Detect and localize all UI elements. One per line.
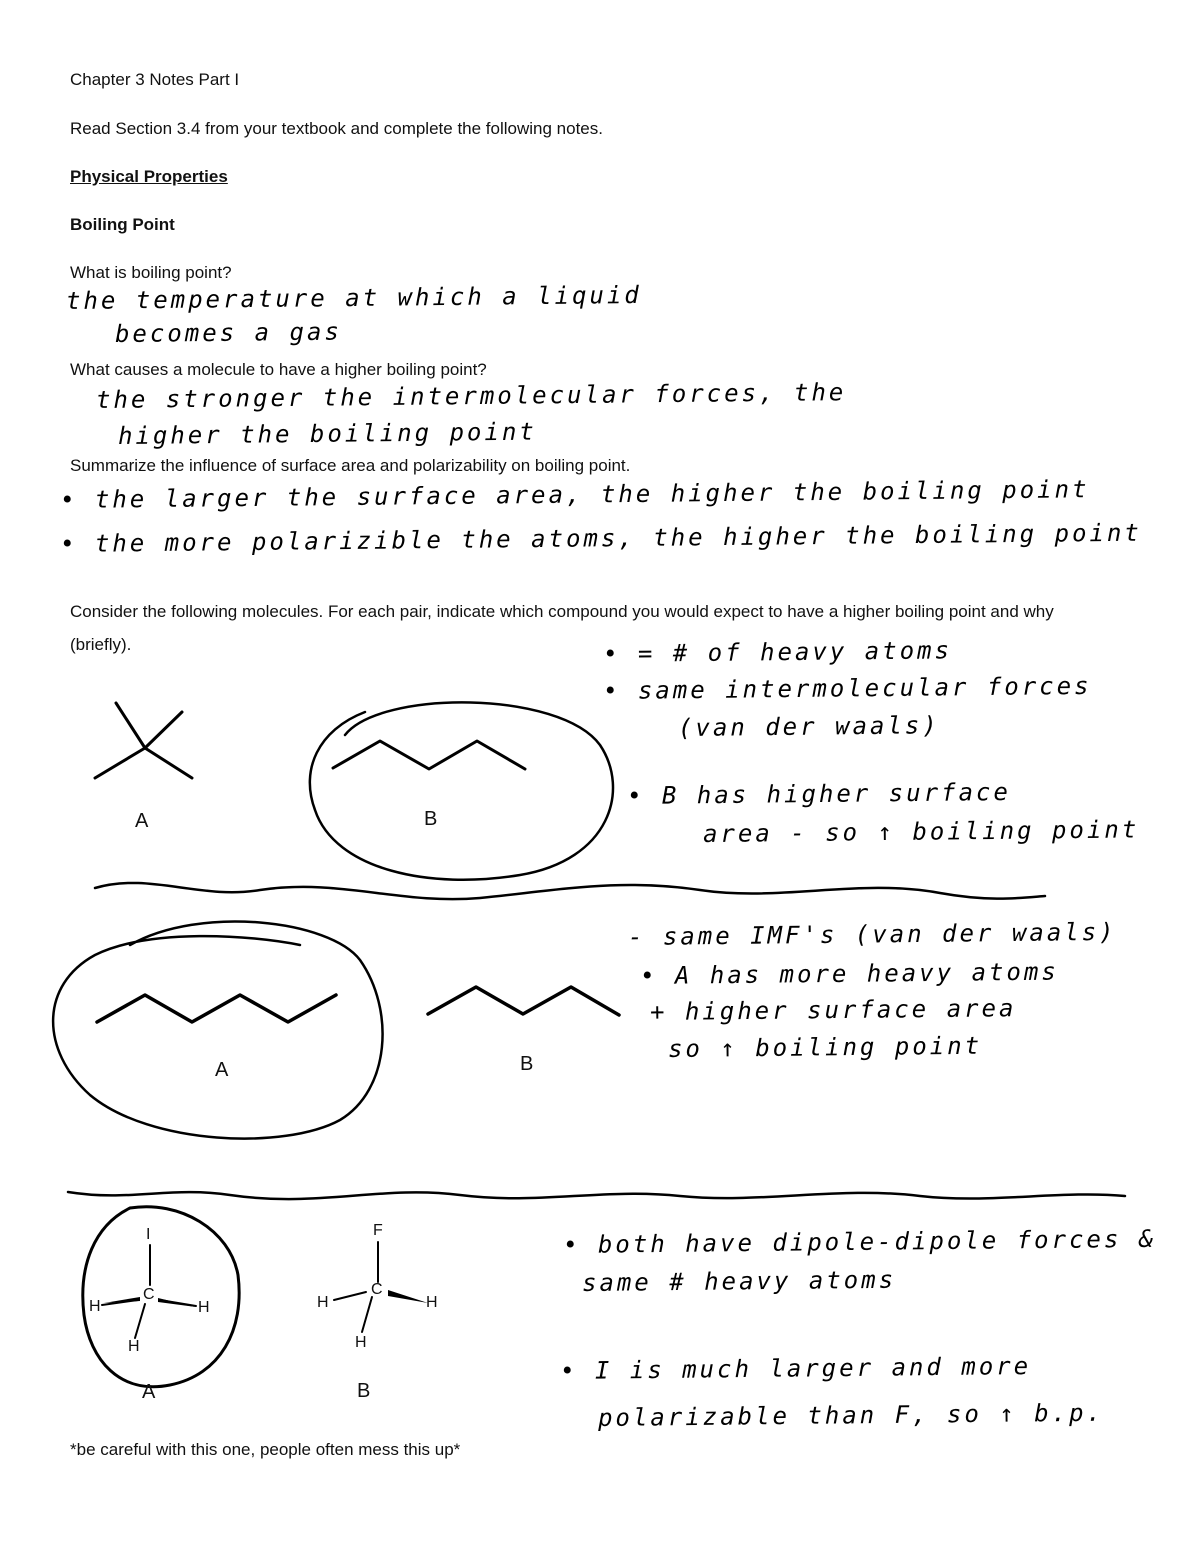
handwritten-note: • same intermolecular forces: [602, 671, 1092, 705]
handwritten-answer: • the more polarizible the atoms, the higher the boiling point: [59, 518, 1142, 558]
handwritten-note: • B has higher surface: [626, 777, 1012, 810]
atom-label: H: [89, 1298, 101, 1315]
atom-label: F: [373, 1222, 383, 1239]
handwritten-note: - same IMF's (van der waals): [627, 917, 1117, 951]
handwritten-note: + higher surface area: [649, 994, 1017, 1026]
handwritten-note: • I is much larger and more: [559, 1352, 1032, 1385]
question-prompt: Summarize the influence of surface area and polarizability on boiling point.: [70, 456, 631, 475]
skeletal-structure-chain: [333, 741, 525, 769]
subsection-heading: Boiling Point: [70, 215, 175, 234]
molecule-label: B: [424, 808, 438, 830]
hand-drawn-circle: [53, 921, 382, 1138]
molecule-label: A: [215, 1059, 229, 1081]
atom-label: H: [426, 1294, 438, 1311]
handwritten-answer: • the larger the surface area, the higher the boiling point: [59, 475, 1090, 514]
molecule-label: B: [357, 1380, 371, 1402]
atom-label: H: [128, 1338, 140, 1355]
wedge-bond: [388, 1290, 428, 1303]
skeletal-structure-chain: [97, 995, 336, 1022]
handwritten-answer: higher the boiling point: [117, 417, 537, 450]
atom-label: H: [355, 1334, 367, 1351]
handwritten-note: • both have dipole-dipole forces &: [562, 1224, 1157, 1259]
handwritten-answer: becomes a gas: [114, 317, 342, 348]
handwritten-answer: the stronger the intermolecular forces, the: [95, 378, 847, 414]
section-heading: Physical Properties: [70, 167, 228, 186]
handwritten-note: • A has more heavy atoms: [639, 957, 1059, 990]
wavy-divider: [68, 1192, 1125, 1199]
handwritten-note: area - so ↑ boiling point: [702, 815, 1140, 848]
instructions: Read Section 3.4 from your textbook and complete the following notes.: [70, 119, 603, 138]
atom-label: C: [371, 1281, 383, 1298]
handwritten-note: same # heavy atoms: [581, 1265, 897, 1297]
molecule-label: A: [135, 810, 149, 832]
handwritten-note: so ↑ boiling point: [667, 1031, 983, 1063]
footnote: *be careful with this one, people often mess this up*: [70, 1440, 461, 1459]
handwritten-note: polarizable than F, so ↑ b.p.: [597, 1398, 1105, 1432]
atom-label: H: [198, 1299, 210, 1316]
molecule-label: B: [520, 1053, 534, 1075]
molecule-label: A: [142, 1381, 156, 1403]
skeletal-structure-branched: [95, 703, 192, 778]
handwritten-answer: the temperature at which a liquid: [65, 280, 642, 315]
consider-prompt: Consider the following molecules. For each pair, indicate which compound you would expect to have a higher boiling point and why (briefly).: [70, 602, 1054, 654]
question-prompt: What causes a molecule to have a higher boiling point?: [70, 360, 487, 379]
atom-label: H: [317, 1294, 329, 1311]
atom-label: C: [143, 1286, 155, 1303]
hand-drawn-circle: [83, 1207, 239, 1387]
atom-label: I: [146, 1226, 151, 1243]
wavy-divider: [95, 883, 1045, 899]
handwritten-note: • = # of heavy atoms: [602, 636, 953, 668]
page-title: Chapter 3 Notes Part I: [70, 70, 240, 89]
wedge-bond: [158, 1298, 196, 1307]
handwritten-note: (van der waals): [677, 711, 940, 742]
hand-drawn-circle: [310, 702, 613, 879]
skeletal-structure-chain: [428, 987, 619, 1015]
question-prompt: What is boiling point?: [70, 263, 232, 282]
